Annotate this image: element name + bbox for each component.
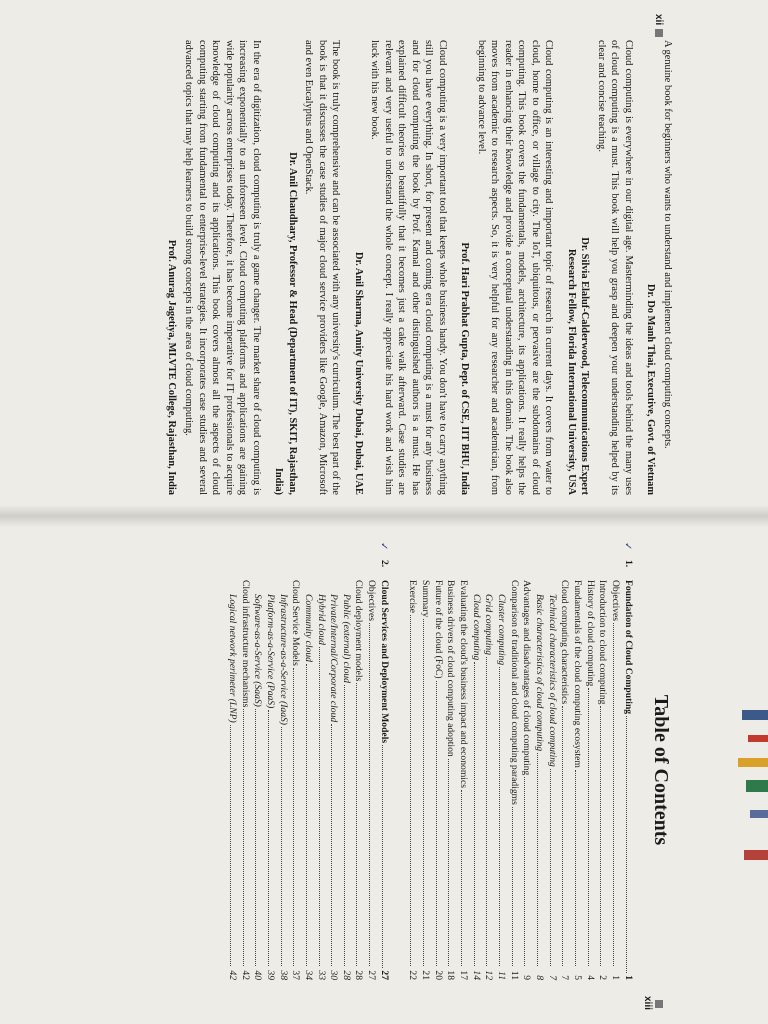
toc-entry-title: Introduction to cloud computing [597, 580, 609, 705]
toc-entry-page: 40 [252, 970, 264, 980]
toc-entry-title: Evaluating the cloud's business impact and economics [458, 580, 470, 788]
toc-entry-page: 7 [559, 975, 571, 980]
toc-entry-page: 2 [597, 975, 609, 980]
dot-leader [486, 657, 487, 966]
tab-marker-red-2 [744, 850, 768, 860]
toc-entry-page: 28 [353, 970, 365, 980]
dot-leader [281, 727, 282, 966]
dot-leader [626, 716, 627, 973]
dot-leader [448, 759, 449, 966]
dot-leader [524, 777, 525, 966]
toc-entry[interactable] [444, 560, 457, 980]
toc-entry-page: 37 [290, 970, 302, 980]
toc-entry[interactable] [608, 560, 621, 980]
chapter-spacer [394, 560, 406, 980]
dot-leader [461, 790, 462, 966]
dot-leader [512, 807, 513, 966]
toc-entry-title: Platform-as-a-Service (PaaS) [264, 594, 276, 709]
dot-leader [575, 770, 576, 966]
toc-entry[interactable] [251, 560, 264, 980]
toc-entry-page: 4 [584, 975, 596, 980]
attribution-line: Prof. Anurag Jagetiya, MLVTE College, Rajasthan, India [166, 239, 178, 495]
right-folio: xiii [642, 996, 664, 1024]
dot-leader [369, 623, 370, 966]
endorsement-attribution [564, 40, 591, 495]
toc-entry-title: Software-as-a-Service (SaaS) [252, 594, 264, 707]
toc-entry[interactable] [570, 560, 583, 980]
toc-entry[interactable] [494, 560, 507, 980]
dot-leader [306, 664, 307, 966]
toc-entry-page: 11 [508, 970, 520, 980]
toc-entry-title: Private/Internal/Corporate cloud [328, 594, 340, 723]
toc-entry-title: Cluster computing [496, 594, 508, 666]
left-folio: xii [653, 14, 664, 41]
pen-check-mark: ✓ [377, 542, 389, 551]
toc-entry[interactable] [276, 560, 289, 980]
toc-entry-title: Exercise [407, 580, 419, 614]
chapter-number: 1. [622, 560, 634, 568]
toc-entry-page: 38 [277, 970, 289, 980]
attribution-line: Research Fellow, Florida International University, USA [565, 249, 577, 495]
toc-entry[interactable] [545, 560, 558, 980]
toc-entry-page: 14 [470, 970, 482, 980]
toc-entry-title: History of cloud computing [584, 580, 596, 687]
dot-leader [423, 619, 424, 966]
toc-entry-page: 8 [534, 975, 546, 980]
toc-entry-title: Community cloud [302, 594, 314, 662]
dot-leader [243, 709, 244, 966]
toc-title: Table of Contents [650, 694, 672, 846]
toc-entry-page: 30 [328, 970, 340, 980]
toc-entry-page: 9 [521, 975, 533, 980]
toc-entry[interactable] [225, 560, 238, 980]
toc-entry[interactable] [339, 560, 352, 980]
toc-entry[interactable] [520, 560, 533, 980]
toc-entry[interactable] [596, 560, 609, 980]
dot-leader [344, 685, 345, 966]
toc-entry-page: 1 [609, 975, 621, 980]
toc-entry-title: Cloud Service Models [290, 580, 302, 666]
toc-page [213, 542, 674, 980]
toc-entry[interactable] [507, 560, 520, 980]
toc-entry-page: 7 [546, 975, 558, 980]
toc-entry-page: 22 [407, 970, 419, 980]
toc-entry-title: Future of the cloud (FoC) [432, 580, 444, 679]
dot-leader [613, 623, 614, 966]
toc-entry-title: Summary [420, 580, 432, 618]
dot-leader [600, 706, 601, 966]
endorsement-attribution [458, 40, 472, 495]
dot-leader [331, 724, 332, 966]
toc-entry-title: Logical network perimeter (LNP) [226, 594, 238, 723]
toc-entry-title: Cloud computing [470, 594, 482, 661]
tab-marker-red [748, 735, 768, 742]
attribution-line: Prof. Hari Prabhat Gupta, Dept. of CSE, IIT BHU, India [459, 242, 471, 495]
endorsement-attribution [644, 40, 658, 495]
chapter-spacer [213, 560, 225, 980]
toc-chapter[interactable] [377, 542, 390, 980]
toc-entry-page: 42 [226, 970, 238, 980]
toc-entry[interactable] [482, 560, 495, 980]
book-gutter [0, 505, 768, 527]
toc-entry[interactable] [364, 560, 377, 980]
toc-entry-title: Grid computing [483, 594, 495, 656]
toc-entry-page: 39 [264, 970, 276, 980]
dot-leader [255, 709, 256, 966]
chapter-title: Foundation of Cloud Computing [622, 580, 634, 715]
toc-entry-page: 20 [432, 970, 444, 980]
dot-leader [230, 725, 231, 966]
dot-leader [410, 615, 411, 966]
dot-leader [499, 667, 500, 966]
toc-entry[interactable] [289, 560, 302, 980]
toc-entry-title: Basic characteristics of cloud computing [534, 594, 546, 752]
toc-entry-page: 27 [366, 970, 378, 980]
toc-entry-title: Cloud infrastructure mechanisms [239, 580, 251, 708]
toc-entry[interactable] [314, 560, 327, 980]
toc-entry[interactable] [352, 560, 365, 980]
toc-entry-page: 12 [483, 970, 495, 980]
toc-list [213, 542, 634, 980]
dot-leader [382, 745, 383, 968]
toc-entry-title: Advantages and disadvantages of cloud computing [521, 580, 533, 776]
endorsement-text: In the era of digitization, cloud computing is truly a game changer. The market share of cloud computing is increasing exponentially to an unforeseen level. Cloud computing platforms and applications are gaining wide popularity across enterprises today. Therefore, it has become imperative for IT professionals to acquire knowledge of cloud computing and its applications. This book covers almost all the aspects of cloud computing starting from fundamental to enterprise-level strategies. It incorporates case studies and several advanced topics that may help learners to build strong concepts in the area of cloud computing. [183, 40, 262, 495]
toc-entry-title: Business drivers of cloud computing adoption [445, 580, 457, 757]
toc-entry[interactable] [469, 560, 482, 980]
dot-leader [588, 688, 589, 966]
dot-leader [550, 769, 551, 966]
dot-leader [537, 753, 538, 966]
endorsement-attribution [272, 40, 299, 495]
endorsement-text: Cloud computing is everywhere in our digital age. Masterminding the ideas and tools behind the many uses of cloud computing is a must. This book will help you grasp and deepen your understanding helped by its clear and concise teaching. [595, 40, 634, 495]
toc-entry-page: 33 [315, 970, 327, 980]
tab-marker-yellow [738, 758, 768, 767]
endorsement-text: A genuine book for beginners who wants to understand and implement cloud computing concepts. [662, 40, 673, 449]
endorsement-text: Cloud computing is an interesting and important topic of research in current days. It covers from water to cloud, home to office, or village to city. The IoT, ubiquitous, or pervasive are the subdomains of cloud computing. This book covers the fundamentals, models, architecture, its applications. It really helps the reader in enhancing their knowledge and provide a conceptual understanding in this domain. The book also moves from academic to research aspects. So, it is very helpful for any researcher and academician, from beginning to advance level. [475, 40, 555, 495]
toc-entry-title: Infrastructure-as-a-Service (IaaS) [277, 594, 289, 725]
tab-marker-slate [750, 810, 768, 818]
toc-entry[interactable] [327, 560, 340, 980]
toc-entry-page: 42 [239, 970, 251, 980]
toc-entry[interactable] [418, 560, 431, 980]
page-edge-tabs [678, 560, 768, 1020]
attribution-line: India) [273, 467, 285, 495]
endorsements-page [156, 40, 674, 495]
chapter-page: 27 [378, 970, 390, 980]
toc-entry-title: Cloud computing characteristics [559, 580, 571, 705]
toc-chapter[interactable] [621, 542, 634, 980]
toc-entry-title: Technical characteristics of cloud computing [546, 594, 558, 767]
chapter-number: 2. [378, 560, 390, 568]
dot-leader [293, 668, 294, 966]
dot-leader [319, 647, 320, 966]
toc-entry[interactable] [583, 560, 596, 980]
toc-entry-page: 28 [340, 970, 352, 980]
toc-entry-page: 18 [445, 970, 457, 980]
endorsement-text: Cloud computing is a very important tool that keeps whole business handy. You don't have to carry anything still you have everything. In short, for present and coming era cloud computing is a must for any business and for cloud computing the book by Prof. Kamal and other distinguished authors is a must. He has explained difficult theories so beautifully that it becomes just a cake walk afterward. Case studies are relevant and very useful to understand the whole concept. I really appreciate his hard work and wish him luck with his new book. [369, 40, 448, 495]
toc-entry[interactable] [456, 560, 469, 980]
attribution-line: Dr. Silvia Elaluf-Calderwood, Telecommunications Expert [579, 237, 591, 495]
endorsement-text: The book is truly comprehensive and can be associated with any university's curriculum. The best part of the book is that it discusses the case studies of major cloud service providers like Google, Amazon, Microsoft and even Eucalyptus and OpenStack. [303, 40, 342, 495]
toc-entry-page: 17 [458, 970, 470, 980]
toc-entry[interactable] [532, 560, 545, 980]
pen-check-mark: ✓ [621, 542, 633, 551]
toc-entry[interactable] [431, 560, 444, 980]
toc-entry-title: Cloud deployment models [353, 580, 365, 682]
toc-entry[interactable] [263, 560, 276, 980]
dot-leader [436, 681, 437, 966]
toc-entry-title: Objectives [366, 580, 378, 622]
dot-leader [562, 706, 563, 966]
tab-marker-green [746, 780, 768, 792]
tab-marker-blue [742, 710, 768, 720]
chapter-title: Cloud Services and Deployment Models [378, 580, 390, 744]
toc-entry-title: Public (external) cloud [340, 594, 352, 683]
endorsement-attribution [165, 40, 179, 495]
toc-entry[interactable] [301, 560, 314, 980]
chapter-page: 1 [622, 975, 634, 980]
dot-leader [268, 710, 269, 966]
dot-leader [356, 683, 357, 966]
toc-entry[interactable] [238, 560, 251, 980]
toc-entry-page: 11 [496, 971, 508, 980]
attribution-line: Dr. Anil Chaudhary, Professor & Head (Department of IT), SKIT, Rajasthan, [286, 152, 298, 495]
toc-entry-title: Objectives [609, 580, 621, 622]
dot-leader [474, 662, 475, 966]
endorsement-attribution [351, 40, 365, 495]
toc-entry-title: Fundamentals of the cloud computing ecosystem [571, 580, 583, 768]
toc-entry-page: 34 [302, 970, 314, 980]
toc-entry[interactable] [558, 560, 571, 980]
attribution-line: Dr. Anil Sharma, Amity University Dubai, Dubai, UAE [352, 252, 364, 495]
attribution-line: Dr. Do Manh Thai, Executive, Govt. of Vietnam [645, 284, 657, 495]
toc-entry-title: Hybrid cloud [315, 594, 327, 645]
toc-entry[interactable] [406, 560, 419, 980]
toc-entry-title: Comparison of traditional and cloud computing paradigms [508, 580, 520, 805]
toc-entry-page: 21 [420, 970, 432, 980]
toc-entry-page: 5 [571, 975, 583, 980]
